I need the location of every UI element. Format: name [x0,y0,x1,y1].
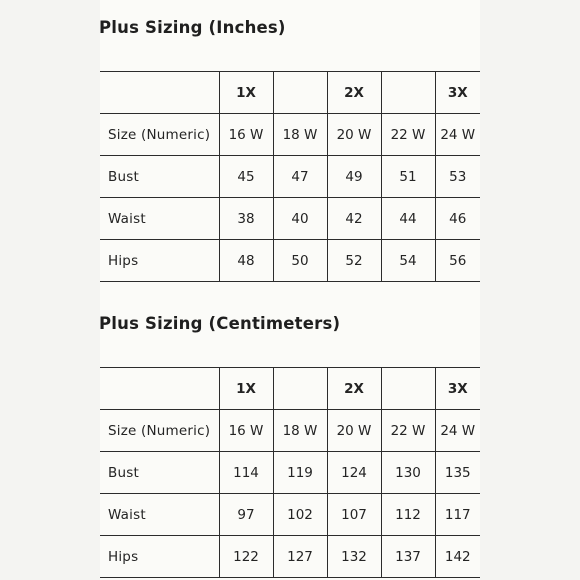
header-cell-size [381,368,435,410]
table-cell: 135 [435,452,480,494]
section-title-inches: Plus Sizing (Inches) [99,18,286,37]
table-row [100,198,480,240]
row-label: Waist [100,494,219,536]
table-row [100,410,480,452]
header-cell-size [381,72,435,114]
table-cell: 22 W [381,410,435,452]
table-cell: 46 [435,198,480,240]
header-cell-size: 3X [435,368,480,410]
table-cell: 137 [381,536,435,578]
header-cell-empty [100,368,219,410]
header-cell-empty [100,72,219,114]
row-label: Bust [100,156,219,198]
size-table-centimeters [100,367,480,578]
row-label: Hips [100,240,219,282]
table-cell: 24 W [435,410,480,452]
table-cell: 56 [435,240,480,282]
table-cell: 52 [327,240,381,282]
row-label: Waist [100,198,219,240]
table-cell: 112 [381,494,435,536]
table-cell: 114 [219,452,273,494]
table-cell: 18 W [273,410,327,452]
table-cell: 97 [219,494,273,536]
table-row [100,452,480,494]
table-cell: 107 [327,494,381,536]
table-cell: 20 W [327,410,381,452]
row-label: Hips [100,536,219,578]
size-table-inches [100,71,480,282]
table-cell: 127 [273,536,327,578]
header-cell-size: 1X [219,72,273,114]
table-cell: 54 [381,240,435,282]
header-cell-size: 2X [327,368,381,410]
header-cell-size: 3X [435,72,480,114]
table-row [100,494,480,536]
table-cell: 47 [273,156,327,198]
table-cell: 51 [381,156,435,198]
row-label: Bust [100,452,219,494]
header-cell-size [273,368,327,410]
table-cell: 132 [327,536,381,578]
table-cell: 102 [273,494,327,536]
table-cell: 40 [273,198,327,240]
table-header-row [100,72,480,114]
table-cell: 53 [435,156,480,198]
table-cell: 117 [435,494,480,536]
table-cell: 22 W [381,114,435,156]
table-cell: 48 [219,240,273,282]
table-cell: 49 [327,156,381,198]
table-cell: 44 [381,198,435,240]
header-cell-size [273,72,327,114]
table-cell: 119 [273,452,327,494]
table-cell: 16 W [219,114,273,156]
table-cell: 124 [327,452,381,494]
table-row [100,240,480,282]
table-cell: 38 [219,198,273,240]
table-cell: 16 W [219,410,273,452]
table-cell: 20 W [327,114,381,156]
table-cell: 122 [219,536,273,578]
row-label: Size (Numeric) [100,410,219,452]
table-cell: 18 W [273,114,327,156]
table-cell: 130 [381,452,435,494]
table-cell: 142 [435,536,480,578]
table-header-row [100,368,480,410]
table-cell: 42 [327,198,381,240]
header-cell-size: 1X [219,368,273,410]
table-row [100,114,480,156]
table-cell: 50 [273,240,327,282]
table-row [100,156,480,198]
table-cell: 24 W [435,114,480,156]
header-cell-size: 2X [327,72,381,114]
row-label: Size (Numeric) [100,114,219,156]
table-row [100,536,480,578]
section-title-centimeters: Plus Sizing (Centimeters) [99,314,341,333]
table-cell: 45 [219,156,273,198]
